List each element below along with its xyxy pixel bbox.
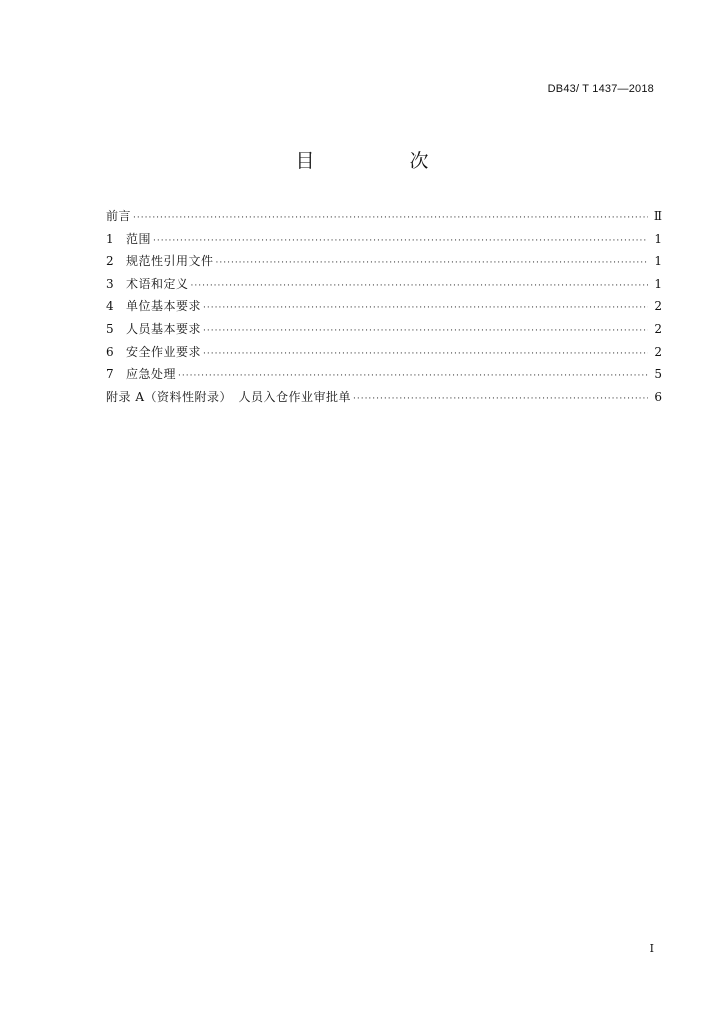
toc-entry-number: 2 (106, 254, 114, 269)
toc-entry-label: 应急处理 (126, 367, 177, 382)
page-number: I (649, 942, 654, 955)
toc-entry-number: 3 (106, 276, 114, 291)
toc-entry-number: 6 (106, 344, 114, 359)
toc-entry-label: 规范性引用文件 (126, 254, 214, 269)
toc-title: 目 次 (295, 150, 467, 172)
toc-entry-page: 1 (654, 276, 662, 291)
toc-entry-page: 2 (654, 344, 662, 359)
toc-entry-number: 4 (106, 299, 114, 314)
toc-leader-dots (203, 343, 648, 366)
toc-entry-number: 7 (106, 367, 114, 382)
toc-leader-dots (353, 388, 648, 411)
toc-entry-label: 附录 A（资料性附录） 人员入仓作业审批单 (106, 389, 351, 404)
table-of-contents (106, 205, 662, 408)
toc-entry-label: 单位基本要求 (126, 299, 202, 314)
toc-entry-appendix-a[interactable] (106, 386, 662, 409)
toc-entry-foreword[interactable] (106, 205, 662, 228)
toc-leader-dots (203, 320, 648, 343)
toc-entry-page: 2 (654, 299, 662, 314)
toc-leader-dots (133, 207, 648, 230)
toc-entry-unit-requirements[interactable] (106, 295, 662, 318)
toc-entry-label: 术语和定义 (126, 276, 189, 291)
toc-entry-page: 6 (654, 389, 662, 404)
toc-entry-label: 前言 (106, 209, 132, 223)
toc-leader-dots (178, 365, 648, 388)
toc-entry-page: Ⅱ (653, 209, 662, 223)
document-code: DB43/ T 1437—2018 (547, 83, 654, 95)
toc-entry-safety-requirements[interactable] (106, 341, 662, 364)
toc-entry-scope[interactable] (106, 228, 662, 251)
toc-entry-label: 安全作业要求 (126, 344, 202, 359)
toc-leader-dots (216, 252, 648, 275)
toc-entry-normative-references[interactable] (106, 250, 662, 273)
toc-entry-emergency-handling[interactable] (106, 363, 662, 386)
toc-leader-dots (191, 275, 648, 298)
toc-entry-page: 1 (654, 254, 662, 269)
toc-entry-number: 5 (106, 321, 114, 336)
toc-entry-label: 范围 (126, 231, 152, 246)
toc-entry-page: 1 (654, 231, 662, 246)
toc-entry-personnel-requirements[interactable] (106, 318, 662, 341)
toc-entry-terms-definitions[interactable] (106, 273, 662, 296)
toc-leader-dots (153, 230, 648, 253)
toc-leader-dots (203, 297, 648, 320)
toc-entry-number: 1 (106, 231, 114, 246)
toc-entry-label: 人员基本要求 (126, 321, 202, 336)
toc-entry-page: 2 (654, 321, 662, 336)
toc-entry-page: 5 (654, 367, 662, 382)
